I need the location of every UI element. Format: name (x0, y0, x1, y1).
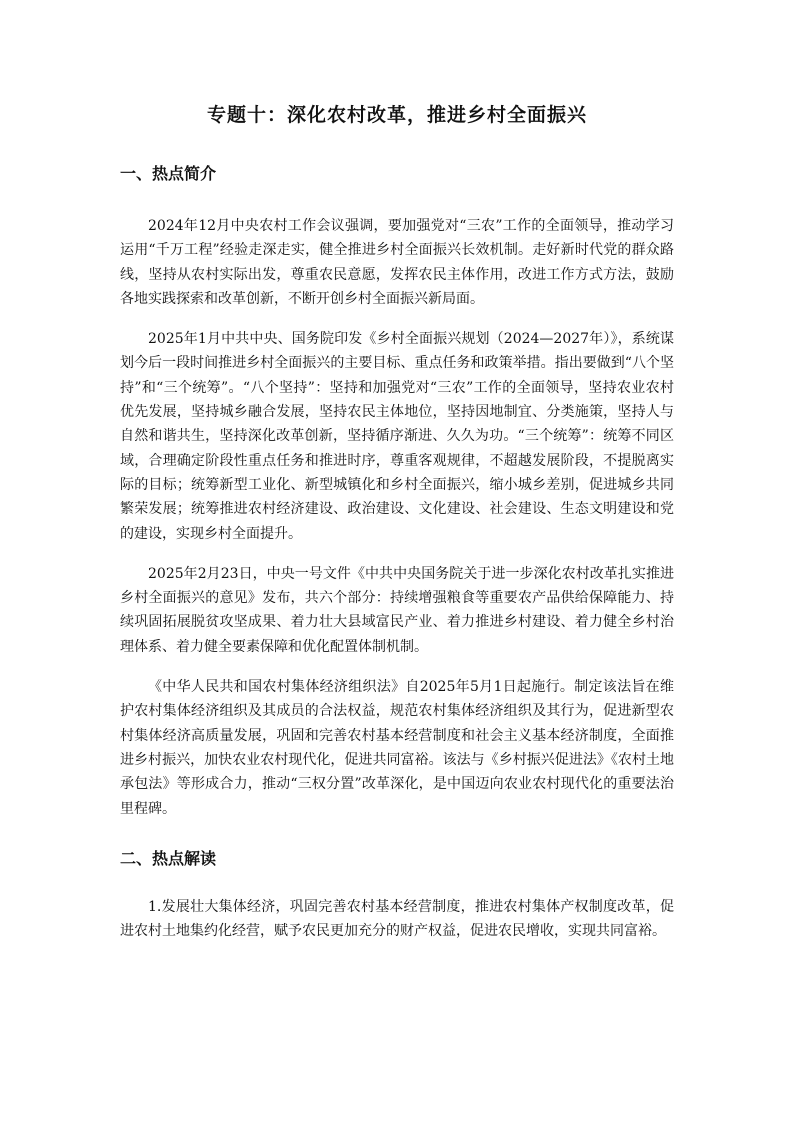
intro-paragraph-4: 《中华人民共和国农村集体经济组织法》自2025年5月1日起施行。制定该法旨在维护农村集体经济组织及其成员的合法权益，规范农村集体经济组织及其行为，促进新型农村集体经济高质量发展，巩固和完善农村基本经营制度和社会主义基本经济制度，全面推进乡村振兴，加快农业农村现代化，促进共同富裕。该法与《乡村振兴促进法》《农村土地承包法》等形成合力，推动“三权分置”改革深化，是中国迈向农业农村现代化的重要法治里程碑。 (120, 679, 674, 817)
section-heading-interpretation: 二、热点解读 (120, 848, 217, 868)
interpretation-paragraph-1: 1.发展壮大集体经济，巩固完善农村基本经营制度，推进农村集体产权制度改革，促进农村土地集约化经营，赋予农民更加充分的财产权益，促进农民增收，实现共同富裕。 (120, 898, 674, 940)
intro-paragraph-2: 2025年1月中共中央、国务院印发《乡村全面振兴规划（2024—2027年）》，系统谋划今后一段时间推进乡村全面振兴的主要目标、重点任务和政策举措。指出要做到“八个坚持”和“三个统筹”。“八个坚持”：坚持和加强党对“三农”工作的全面领导，坚持农业农村优先发展，坚持城乡融合发展，坚持农民主体地位，坚持因地制宜、分类施策，坚持人与自然和谐共生，坚持深化改革创新，坚持循序渐进、久久为功。“三个统筹”：统筹不同区域，合理确定阶段性重点任务和推进时序，尊重客观规律，不超越发展阶段，不提脱离实际的目标；统筹新型工业化、新型城镇化和乡村全面振兴，缩小城乡差别，促进城乡共同繁荣发展；统筹推进农村经济建设、政治建设、文化建设、社会建设、生态文明建设和党的建设，实现乡村全面提升。 (120, 331, 674, 542)
intro-paragraph-3: 2025年2月23日，中央一号文件《中共中央国务院关于进一步深化农村改革扎实推进乡村全面振兴的意见》发布，共六个部分：持续增强粮食等重要农产品供给保障能力、持续巩固拓展脱贫攻坚成果、着力壮大县域富民产业、着力推进乡村建设、着力健全乡村治理体系、着力健全要素保障和优化配置体制机制。 (120, 565, 674, 655)
document-title: 专题十：深化农村改革，推进乡村全面振兴 (206, 104, 587, 126)
intro-paragraph-1: 2024年12月中央农村工作会议强调，要加强党对“三农”工作的全面领导，推动学习运用“千万工程”经验走深走实，健全推进乡村全面振兴长效机制。走好新时代党的群众路线，坚持从农村实际出发，尊重农民意愿，发挥农民主体作用，改进工作方式方法，鼓励各地实践探索和改革创新，不断开创乡村全面振兴新局面。 (120, 218, 674, 307)
section-heading-intro: 一、热点简介 (120, 164, 217, 183)
